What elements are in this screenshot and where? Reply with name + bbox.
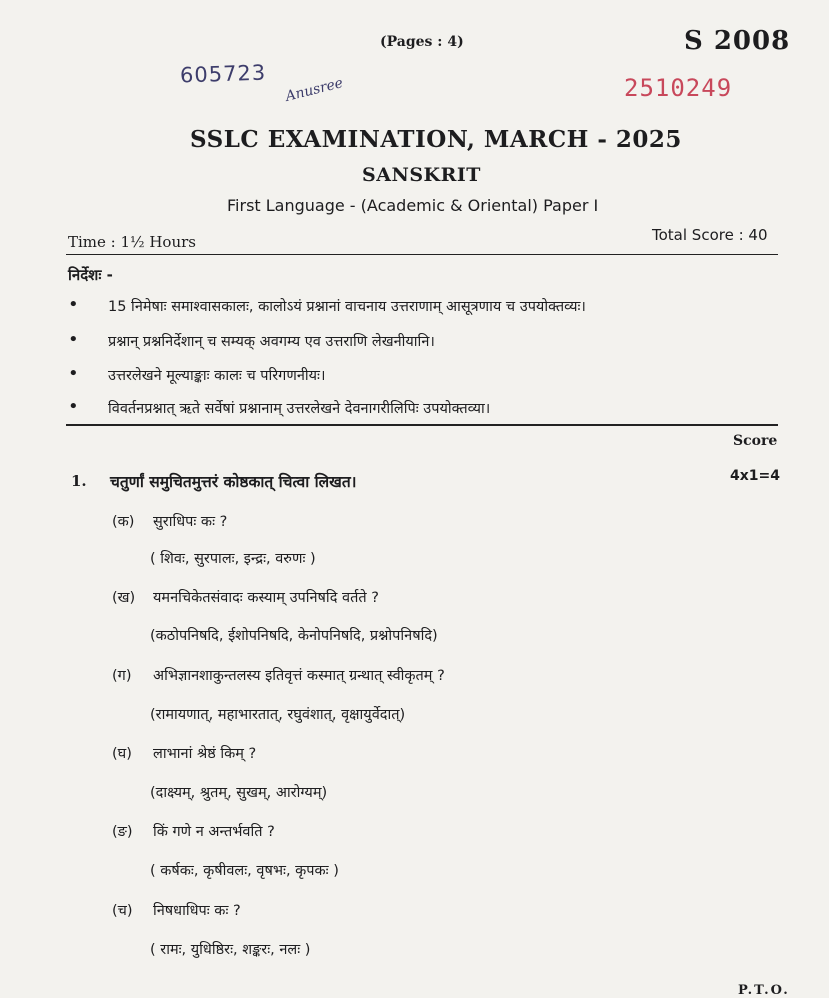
page-count: (Pages : 4) bbox=[380, 34, 464, 50]
sub-question-label: (घ) bbox=[112, 746, 132, 762]
subject-title: SANSKRIT bbox=[362, 164, 481, 186]
stamp-number: 2510249 bbox=[624, 74, 733, 102]
paper-subtitle: First Language - (Academic & Oriental) Paper I bbox=[227, 196, 599, 215]
sub-question-label: (ख) bbox=[112, 590, 136, 606]
sub-question-label: (च) bbox=[112, 903, 133, 919]
sub-question-options: (दाक्ष्यम्, श्रुतम्, सुखम्, आरोग्यम्) bbox=[150, 785, 328, 801]
handwritten-number: 605723 bbox=[179, 60, 267, 88]
sub-question-text: किं गणे न अन्तर्भवति ? bbox=[153, 824, 275, 840]
sub-question-options: (रामायणात्, महाभारतात्, रघुवंशात्, वृक्षायुर्वेदात्) bbox=[150, 707, 406, 723]
sub-question-options: (कठोपनिषदि, ईशोपनिषदि, केनोपनिषदि, प्रश्नोपनिषदि) bbox=[150, 628, 438, 644]
pto-note: P.T.O. bbox=[738, 983, 790, 998]
sub-question-text: अभिज्ञानशाकुन्तलस्य इतिवृत्तं कस्मात् ग्रन्थात् स्वीकृतम् ? bbox=[153, 668, 445, 684]
question-marks: 4x1=4 bbox=[730, 468, 780, 484]
question-text: चतुर्णां समुचितमुत्तरं कोष्ठकात् चित्वा लिखत। bbox=[110, 473, 357, 491]
instructions-divider bbox=[66, 424, 778, 426]
bullet-icon: • bbox=[68, 294, 79, 315]
sub-question-text: यमनचिकेतसंवादः कस्याम् उपनिषदि वर्तते ? bbox=[153, 590, 379, 606]
bullet-icon: • bbox=[68, 396, 79, 417]
time-allowed: Time : 1½ Hours bbox=[68, 233, 196, 251]
header-divider bbox=[66, 254, 778, 255]
score-column-label: Score bbox=[733, 433, 778, 449]
question-number: 1. bbox=[71, 472, 87, 490]
bullet-icon: • bbox=[68, 329, 79, 350]
sub-question-options: ( कर्षकः, कृषीवलः, वृषभः, कृपकः ) bbox=[150, 863, 339, 879]
bullet-icon: • bbox=[68, 363, 79, 384]
instructions-title: निर्देशः - bbox=[68, 266, 113, 284]
handwritten-signature: Anusree bbox=[283, 75, 345, 105]
paper-code: S 2008 bbox=[684, 26, 791, 56]
sub-question-label: (क) bbox=[112, 514, 135, 530]
total-score: Total Score : 40 bbox=[652, 226, 768, 244]
instruction-item: विवर्तनप्रश्नात् ऋते सर्वेषां प्रश्नानाम् उत्तरलेखने देवनागरीलिपिः उपयोक्तव्या। bbox=[108, 401, 491, 417]
exam-title: SSLC EXAMINATION, MARCH - 2025 bbox=[190, 126, 682, 153]
sub-question-options: ( शिवः, सुरपालः, इन्द्रः, वरुणः ) bbox=[150, 551, 316, 567]
instruction-item: उत्तरलेखने मूल्याङ्काः कालः च परिगणनीयः। bbox=[108, 368, 326, 384]
sub-question-options: ( रामः, युधिष्ठिरः, शङ्करः, नलः ) bbox=[150, 942, 311, 958]
sub-question-text: निषधाधिपः कः ? bbox=[153, 903, 241, 919]
sub-question-label: (ग) bbox=[112, 668, 132, 684]
instruction-item: 15 निमेषाः समाश्वासकालः, कालोऽयं प्रश्नानां वाचनाय उत्तराणाम् आसूत्रणाय च उपयोक्तव्यः। bbox=[108, 299, 586, 315]
sub-question-text: लाभानां श्रेष्ठं किम् ? bbox=[153, 746, 257, 762]
instruction-item: प्रश्नान् प्रश्ननिर्देशान् च सम्यक् अवगम्य एव उत्तराणि लेखनीयानि। bbox=[108, 334, 435, 350]
sub-question-label: (ङ) bbox=[112, 824, 133, 840]
sub-question-text: सुराधिपः कः ? bbox=[153, 514, 228, 530]
